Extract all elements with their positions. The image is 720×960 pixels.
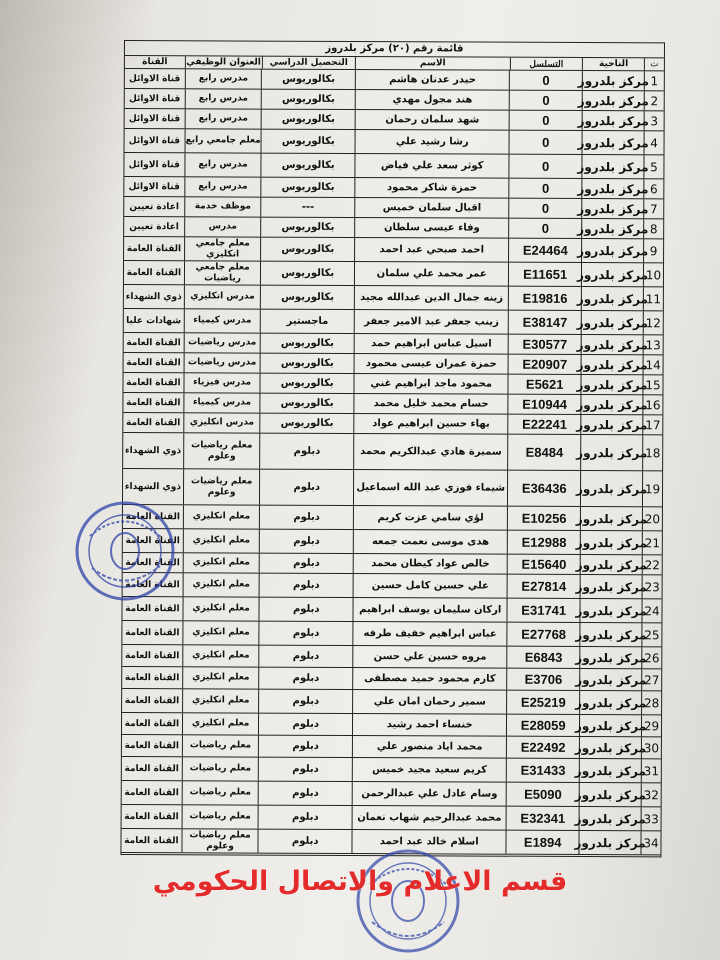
cell-name: خنساء احمد رشيد <box>352 714 506 736</box>
cell-district: مركز بلدروز <box>579 759 641 782</box>
cell-name: هند مجول مهدي <box>355 90 509 110</box>
header-no: ت <box>644 58 664 70</box>
cell-seq: E31741 <box>507 599 580 622</box>
cell-channel: قناة الاوائل <box>129 73 181 84</box>
cell-seq: E24464 <box>508 239 581 262</box>
cell-seq: 0 <box>509 179 582 198</box>
cell-education: دبلوم <box>259 646 353 667</box>
cell-name: احمد صبحي عبد احمد <box>354 238 508 262</box>
cell-education: دبلوم <box>258 830 352 853</box>
cell-district: مركز بلدروز <box>581 155 643 178</box>
cell-job: مدرس رابع <box>184 109 261 128</box>
cell-education: بكالوريوس <box>260 414 354 433</box>
cell-seq: E20907 <box>508 355 581 374</box>
cell-name: حيدر عدنان هاشم <box>355 70 509 90</box>
cell-job: معلم رياضيات <box>182 757 259 780</box>
cell-education: بكالوريوس <box>261 178 355 197</box>
cell-channel: القناة العامة <box>124 763 179 774</box>
cell-seq: 0 <box>509 71 582 90</box>
cell-district: مركز بلدروز <box>579 807 641 830</box>
table-row <box>122 713 661 737</box>
cell-job: معلم انكليزي <box>182 645 259 666</box>
cell-education: دبلوم <box>260 434 354 469</box>
cell-no: 29 <box>641 715 661 736</box>
cell-district: مركز بلدروز <box>581 263 643 286</box>
cell-job: معلم انكليزي <box>182 689 259 712</box>
cell-job: معلم انكليزي <box>183 505 260 528</box>
cell-district: مركز بلدروز <box>581 219 643 238</box>
cell-name: محمود ماجد ابراهيم غني <box>353 374 507 394</box>
cell-district: مركز بلدروز <box>581 287 643 310</box>
cell-name: حمزة عمران عيسى محمود <box>354 354 508 374</box>
cell-job: معلم انكليزي <box>182 597 259 620</box>
cell-seq: E12988 <box>507 531 580 554</box>
cell-channel: القناة العامة <box>126 267 182 278</box>
table-row <box>122 645 661 669</box>
cell-district: مركز بلدروز <box>582 91 644 110</box>
cell-no: 21 <box>642 531 662 554</box>
table-row <box>123 505 662 531</box>
cell-education: بكالوريوس <box>260 262 354 285</box>
cell-job: معلم انكليزي <box>182 621 259 644</box>
cell-channel: القناة العامة <box>125 417 181 428</box>
cell-job: معلم رياضيات <box>181 805 258 828</box>
cell-job: معلم رياضيات وعلوم <box>183 433 260 468</box>
cell-channel: قناة الاوائل <box>128 159 180 170</box>
cell-seq: 0 <box>509 131 582 154</box>
cell-channel: قناة الاوائل <box>128 181 180 192</box>
cell-district: مركز بلدروز <box>580 555 642 574</box>
table-row <box>122 689 661 715</box>
cell-district: مركز بلدروز <box>580 471 642 506</box>
table-row <box>123 529 662 555</box>
cell-no: 16 <box>642 395 662 414</box>
table-row <box>123 413 662 435</box>
table-row <box>124 333 663 355</box>
header-education: التحصيل الدراسي <box>261 57 355 69</box>
table-row <box>123 573 662 599</box>
cell-district: مركز بلدروز <box>579 691 641 714</box>
cell-job: مدرس رابع <box>184 153 261 176</box>
cell-no: 25 <box>641 623 661 646</box>
cell-seq: E27814 <box>507 575 580 598</box>
cell-seq: E10256 <box>507 507 580 530</box>
cell-district: مركز بلدروز <box>581 239 643 262</box>
cell-name: عباس ابراهيم خفيف طرفه <box>352 622 506 646</box>
cell-education: دبلوم <box>259 668 353 689</box>
cell-name: هدى موسى نعمت جمعه <box>353 530 507 554</box>
cell-education: بكالوريوس <box>261 90 355 109</box>
cell-district: مركز بلدروز <box>579 737 641 758</box>
cell-job: معلم رياضيات وعلوم <box>181 829 258 852</box>
table-title: قائمة رقم (٢٠) مركز بلدروز <box>125 41 664 58</box>
cell-district: مركز بلدروز <box>582 71 644 90</box>
cell-name: زينب جعفر عبد الامير جعفر <box>354 310 508 334</box>
footer-caption: قسم الاعلام والاتصال الحكومي <box>152 866 568 897</box>
cell-channel: القناة العامة <box>126 357 181 368</box>
cell-seq: 0 <box>509 91 582 110</box>
cell-name: شيماء فوزي عبد الله اسماعيل <box>353 470 507 506</box>
cell-seq: E15640 <box>507 555 580 574</box>
cell-job: مدرس انكليزي <box>184 285 261 308</box>
cell-channel: القناة العامة <box>124 718 180 729</box>
cell-channel: القناة العامة <box>125 603 180 614</box>
cell-name: كارم محمود حميد مصطفى <box>352 668 506 690</box>
cell-job: مدرس انكليزي <box>183 413 260 432</box>
cell-district: مركز بلدروز <box>579 623 641 646</box>
cell-name: لؤي سامي عزت كريم <box>353 506 507 530</box>
cell-no: 32 <box>641 783 661 806</box>
cell-channel: القناة العامة <box>126 397 181 408</box>
cell-no: 24 <box>642 599 662 622</box>
cell-channel: القناة العامة <box>124 650 180 661</box>
table-row <box>124 153 663 179</box>
cell-seq: E22492 <box>506 737 579 758</box>
cell-name: محمد عبدالرحيم شهاب نعمان <box>352 806 506 830</box>
cell-education: بكالوريوس <box>260 354 354 373</box>
cell-channel: قناة الاوائل <box>128 113 181 124</box>
cell-channel: ذوي الشهداء <box>125 445 182 456</box>
cell-job: معلم رياضيات وعلوم <box>183 469 260 504</box>
cell-channel: ذوي الشهداء <box>124 481 181 492</box>
cell-seq: E31433 <box>506 759 579 782</box>
cell-no: 15 <box>643 375 663 394</box>
cell-no: 26 <box>641 647 661 668</box>
cell-channel: القناة العامة <box>125 535 180 546</box>
cell-name: علي حسين كامل حسين <box>353 574 507 598</box>
cell-district: مركز بلدروز <box>580 575 642 598</box>
cell-channel: القناة العامة <box>126 377 181 388</box>
cell-name: مروه حسين علي حسن <box>352 646 506 668</box>
cell-seq: 0 <box>509 199 582 218</box>
cell-no: 14 <box>643 355 663 374</box>
table-row <box>124 237 663 263</box>
cell-district: مركز بلدروز <box>581 199 643 218</box>
cell-education: بكالوريوس <box>260 286 354 309</box>
cell-no: 18 <box>642 435 662 470</box>
cell-no: 34 <box>641 831 661 854</box>
cell-education: بكالوريوس <box>260 394 354 413</box>
cell-education: دبلوم <box>258 690 352 713</box>
table-row <box>123 469 662 507</box>
cell-job: مدرس <box>184 217 261 236</box>
table-row <box>124 309 663 335</box>
cell-no: 19 <box>642 471 662 506</box>
document-table <box>120 40 665 857</box>
table-body <box>121 69 663 855</box>
cell-no: 23 <box>642 575 662 598</box>
table-row <box>124 177 663 199</box>
cell-name: بهاء حسين ابراهيم عواد <box>353 414 507 434</box>
cell-name: سمير رحمان امان علي <box>352 690 506 714</box>
cell-channel: القناة العامة <box>124 740 180 751</box>
cell-no: 4 <box>644 131 664 154</box>
cell-district: مركز بلدروز <box>581 355 643 374</box>
cell-no: 3 <box>644 111 664 130</box>
cell-education: بكالوريوس <box>261 70 355 89</box>
cell-district: مركز بلدروز <box>581 375 643 394</box>
cell-district: مركز بلدروز <box>579 783 641 806</box>
header-district: الناحية <box>582 58 644 70</box>
header-name: الاسم <box>355 57 509 70</box>
cell-no: 2 <box>644 91 664 110</box>
header-channel: القناة <box>142 57 168 68</box>
cell-no: 5 <box>643 155 663 178</box>
cell-job: معلم انكليزي <box>182 573 259 596</box>
cell-no: 31 <box>641 759 661 782</box>
cell-education: دبلوم <box>258 714 352 735</box>
table-row <box>123 553 662 575</box>
cell-district: مركز بلدروز <box>580 531 642 554</box>
cell-seq: E11651 <box>508 263 581 286</box>
cell-education: ماجستير <box>260 310 354 333</box>
cell-channel: القناة العامة <box>126 243 182 254</box>
cell-seq: E19816 <box>508 287 581 310</box>
cell-name: زينه جمال الدين عبدالله مجيد <box>354 286 508 310</box>
table-row <box>122 597 661 623</box>
cell-education: بكالوريوس <box>260 374 354 393</box>
cell-name: رشا رشيد علي <box>355 130 509 154</box>
cell-education: بكالوريوس <box>261 218 355 237</box>
cell-seq: E5621 <box>508 375 581 394</box>
cell-job: مدرس فيزياء <box>183 373 260 392</box>
cell-job: معلم انكليزي <box>182 667 259 688</box>
cell-seq: E36436 <box>507 471 580 506</box>
cell-no: 10 <box>643 263 663 286</box>
cell-seq: E1894 <box>506 831 579 854</box>
cell-seq: E22241 <box>508 415 581 434</box>
cell-no: 8 <box>643 219 663 238</box>
cell-channel: اعادة تعيين <box>129 201 179 212</box>
cell-seq: E8484 <box>508 435 581 470</box>
cell-district: مركز بلدروز <box>581 311 643 334</box>
cell-channel: القناة العامة <box>125 511 181 522</box>
cell-no: 20 <box>642 507 662 530</box>
cell-name: اسلام خالد عبد احمد <box>351 830 505 854</box>
cell-job: معلم جامعي رابع <box>184 129 261 152</box>
cell-channel: القناة العامة <box>125 557 180 568</box>
cell-education: دبلوم <box>258 782 352 805</box>
cell-education: بكالوريوس <box>261 130 355 153</box>
cell-job: مدرس رابع <box>185 69 262 88</box>
cell-seq: E6843 <box>507 647 580 668</box>
table-row <box>122 667 661 691</box>
cell-district: مركز بلدروز <box>582 111 644 130</box>
cell-district: مركز بلدروز <box>579 715 641 736</box>
cell-name: اركان سليمان يوسف ابراهيم <box>352 598 506 622</box>
cell-job: معلم انكليزي <box>182 713 259 734</box>
cell-channel: قناة الاوائل <box>128 93 181 104</box>
cell-job: معلم جامعي انكليزي <box>184 237 261 260</box>
table-row <box>125 89 664 111</box>
cell-name: حمزة شاكر محمود <box>354 178 508 198</box>
cell-education: بكالوريوس <box>260 334 354 353</box>
cell-name: شهد سلمان رحمان <box>355 110 509 130</box>
cell-job: مدرس كيمياء <box>183 393 260 412</box>
cell-job: مدرس رياضيات <box>183 353 260 372</box>
cell-education: بكالوريوس <box>261 110 355 129</box>
cell-channel: اعادة تعيين <box>129 221 179 232</box>
cell-district: مركز بلدروز <box>580 415 642 434</box>
cell-education: دبلوم <box>258 736 352 757</box>
cell-no: 22 <box>642 555 662 574</box>
cell-job: معلم رياضيات <box>181 781 258 804</box>
cell-district: مركز بلدروز <box>582 131 644 154</box>
cell-district: مركز بلدروز <box>580 395 642 414</box>
cell-job: معلم انكليزي <box>182 553 259 572</box>
cell-channel: القناة العامة <box>124 835 179 846</box>
cell-district: مركز بلدروز <box>581 179 643 198</box>
cell-name: سميرة هادي عبدالكريم محمد <box>353 434 507 470</box>
cell-education: بكالوريوس <box>260 238 354 261</box>
cell-job: مدرس رابع <box>184 177 261 196</box>
cell-job: مدرس كيمياء <box>183 309 260 332</box>
cell-district: مركز بلدروز <box>579 647 641 668</box>
cell-name: كوثر سعد علي فياض <box>354 154 508 178</box>
cell-seq: E5090 <box>506 783 579 806</box>
cell-seq: E38147 <box>508 311 581 334</box>
cell-name: حسام محمد خليل محمد <box>353 394 507 414</box>
cell-no: 1 <box>644 71 664 90</box>
official-stamp-upper <box>70 496 180 606</box>
table-row <box>122 757 661 783</box>
cell-no: 28 <box>641 691 661 714</box>
cell-education: بكالوريوس <box>261 154 355 177</box>
cell-education: دبلوم <box>259 598 353 621</box>
cell-name: محمد اياد منصور علي <box>352 736 506 758</box>
cell-education: دبلوم <box>259 622 353 645</box>
table-row <box>123 433 662 471</box>
cell-district: مركز بلدروز <box>580 599 642 622</box>
table-row <box>125 129 664 155</box>
cell-job: معلم جامعي رياضيات <box>184 261 261 284</box>
cell-no: 27 <box>641 669 661 690</box>
cell-education: دبلوم <box>259 470 353 505</box>
table-row <box>123 393 662 415</box>
cell-job: معلم رياضيات <box>182 735 259 756</box>
table-row <box>123 373 662 395</box>
cell-no: 17 <box>642 415 662 434</box>
official-stamp-lower <box>348 846 468 956</box>
cell-district: مركز بلدروز <box>579 669 641 690</box>
cell-name: وفاء عيسى سلطان <box>354 218 508 238</box>
table-row <box>124 285 663 311</box>
cell-name: وسام عادل علي عبدالرحمن <box>352 782 506 806</box>
table-row <box>124 261 663 287</box>
cell-no: 12 <box>643 311 663 334</box>
cell-name: اسيل عباس ابراهيم حمد <box>354 334 508 354</box>
table-row <box>122 781 661 807</box>
cell-no: 13 <box>643 335 663 354</box>
cell-channel: القناة العامة <box>124 787 179 798</box>
cell-channel: شهادات عليا <box>126 315 182 326</box>
cell-no: 7 <box>643 199 663 218</box>
table-row <box>125 109 664 131</box>
header-job: العنوان الوظيفي <box>186 57 261 68</box>
cell-seq: E30577 <box>508 335 581 354</box>
table-row <box>122 735 661 759</box>
cell-district: مركز بلدروز <box>580 435 642 470</box>
table-row <box>124 197 663 219</box>
cell-no: 30 <box>641 737 661 758</box>
cell-seq: E10944 <box>508 395 581 414</box>
cell-no: 9 <box>643 239 663 262</box>
cell-seq: E25219 <box>506 691 579 714</box>
cell-education: دبلوم <box>259 506 353 529</box>
cell-seq: 0 <box>509 219 582 238</box>
cell-education: --- <box>261 198 355 217</box>
cell-no: 6 <box>643 179 663 198</box>
cell-channel: القناة العامة <box>125 627 180 638</box>
cell-education: دبلوم <box>259 574 353 597</box>
cell-job: مدرس رياضيات <box>183 333 260 352</box>
cell-education: دبلوم <box>258 758 352 781</box>
cell-channel: القناة العامة <box>124 672 180 683</box>
table-row <box>124 217 663 239</box>
cell-seq: 0 <box>509 155 582 178</box>
cell-channel: القناة العامة <box>124 811 179 822</box>
cell-job: موظف خدمة <box>184 197 261 216</box>
cell-name: اقبال سلمان خميس <box>354 198 508 218</box>
table-row <box>124 353 663 375</box>
cell-channel: قناة الاوائل <box>128 135 181 146</box>
header-seq: التسلسل <box>509 58 582 70</box>
cell-name: خالص عواد كيطان محمد <box>353 554 507 574</box>
cell-no: 11 <box>643 287 663 310</box>
cell-channel: القناة العامة <box>126 337 181 348</box>
cell-seq: E32341 <box>506 807 579 830</box>
cell-education: دبلوم <box>259 530 353 553</box>
table-row <box>125 69 664 91</box>
cell-education: دبلوم <box>259 554 353 573</box>
cell-no: 33 <box>641 807 661 830</box>
cell-district: مركز بلدروز <box>581 335 643 354</box>
cell-name: كريم سعيد مجيد خميس <box>352 758 506 782</box>
cell-seq: E3706 <box>507 669 580 690</box>
cell-channel: القناة العامة <box>124 695 180 706</box>
cell-job: معلم انكليزي <box>183 529 260 552</box>
cell-channel: ذوي الشهداء <box>125 291 182 302</box>
cell-district: مركز بلدروز <box>579 831 641 854</box>
cell-seq: E27768 <box>507 623 580 646</box>
cell-education: دبلوم <box>258 806 352 829</box>
table-row <box>122 805 661 831</box>
table-row <box>122 621 661 647</box>
cell-name: عمر محمد علي سلمان <box>354 262 508 286</box>
cell-seq: 0 <box>509 111 582 130</box>
cell-district: مركز بلدروز <box>580 507 642 530</box>
cell-seq: E28059 <box>506 715 579 736</box>
cell-channel: القناة العامة <box>125 579 180 590</box>
cell-job: مدرس رابع <box>184 89 261 108</box>
